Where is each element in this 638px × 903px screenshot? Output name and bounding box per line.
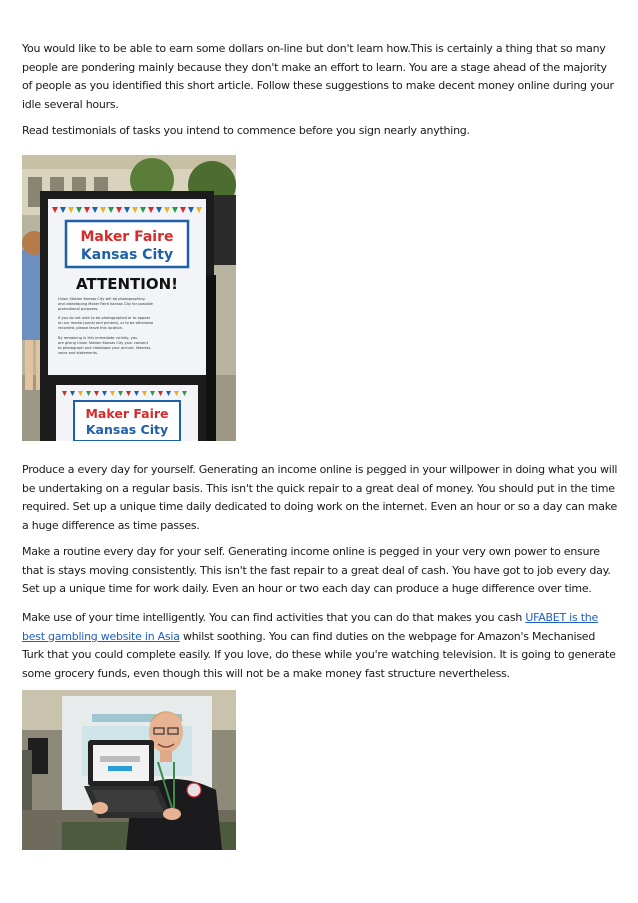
paragraph-text-after-link: whilst soothing. You can find duties on the webpage for Amazon's Mechanised Turk that you could complete easily. If you love, do these while you're watching television. It is going to generate some grocery funds, even though this will not be a make money fast structure nevertheless.: [22, 629, 616, 680]
sign-body-line: recorded, please leave this location.: [58, 326, 124, 330]
paragraph-text-before-link: Make use of your time intelligently. You can find activities that you can do that makes you cash: [22, 611, 526, 624]
sign-body-line: promotional purposes.: [58, 307, 99, 311]
paragraph-intro: You would like to be able to earn some dollars on-line but don't learn how.This is certainly a thing that so many people are pondering mainly because they don't make an effort to learn. You are a stage ahead of the majority of people as you identified this short article. Follow these suggestions to make decent money online during your idle several hours.: [22, 42, 614, 111]
sign-body-line: Union Station Kansas City will be photographing: [58, 297, 145, 301]
ufabet-link[interactable]: UFABET is the best gambling website in Asia: [22, 611, 599, 643]
sign-body-line: are giving Union Station Kansas City your consent: [58, 341, 148, 345]
sign-body-line: on our media (social and printed), or to be otherwise: [58, 321, 154, 325]
lower-sign-title-line-2: Kansas City: [85, 422, 169, 437]
sign-body-line: to photograph and videotape your picture, likeness,: [58, 346, 152, 350]
sign-heading: ATTENTION!: [75, 275, 179, 293]
sign-title-line-2: Kansas City: [80, 247, 174, 263]
maker-faire-sign-photo: [22, 155, 236, 441]
sign-body-line: By remaining in this immediate vicinity, you: [58, 336, 138, 340]
paragraph-testimonials: Read testimonials of tasks you intend to commence before you sign nearly anything.: [22, 124, 470, 137]
man-with-laptop-photo: [22, 690, 236, 850]
sign-body-line: voice and statements.: [58, 351, 99, 355]
sign-title-line-1: Maker Faire: [80, 229, 174, 245]
paragraph-daily-routine-1: Produce a every day for yourself. Generating an income online is pegged in your willpower in doing what you will be undertaking on a regular basis. This isn't the quick repair to a great deal of money. You should put in the time required. Set up a unique time daily dedicated to doing work on the internet. Even an hour or so a day can make a huge difference as time passes.: [22, 463, 618, 532]
paragraph-daily-routine-2: Make a routine every day for your self. Generating income online is pegged in your very own power to ensure that is stays moving consistently. This isn't the fast repair to a great deal of cash. You have got to job every day. Set up a unique time for work daily. Even an hour or two each day can produce a huge difference over time.: [22, 545, 611, 595]
sign-body-line: If you do not wish to be photographed or to appear: [58, 316, 151, 320]
sign-body-line: and videotaping Maker Faire Kansas City for possible: [58, 302, 153, 306]
lower-sign-title-line-1: Maker Faire: [85, 406, 169, 421]
paragraph-use-time: [22, 609, 618, 683]
